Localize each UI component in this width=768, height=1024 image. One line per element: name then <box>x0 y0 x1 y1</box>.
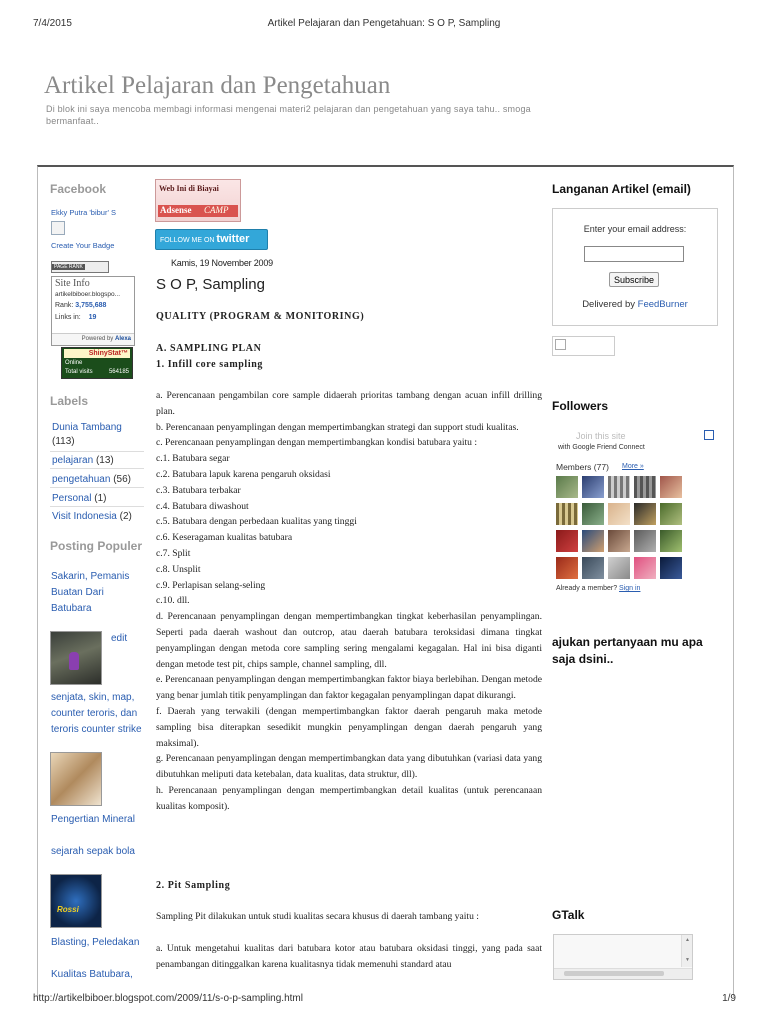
powered-by: Powered by <box>81 336 114 342</box>
already-member-text: Already a member? <box>556 585 618 592</box>
avatar[interactable] <box>634 530 656 552</box>
label-link[interactable]: Personal <box>52 493 92 504</box>
rank-label: Rank: <box>55 302 74 309</box>
label-count: (2) <box>119 511 132 522</box>
email-input[interactable] <box>584 246 684 262</box>
links-value: 19 <box>88 314 97 321</box>
paragraph: c.5. Batubara dengan perbedaan kualitas yang tinggi <box>156 516 357 528</box>
paragraph: e. Perencanaan penyamplingan dengan mempertimbangkan faktor biaya berlebihan. Dengan metode yang benar jumlah titik penyamplingan dan faktor kegagalan penyamplingan dapat dikurangi. <box>156 674 542 702</box>
quality-heading: QUALITY (PROGRAM & MONITORING) <box>156 311 365 322</box>
paragraph: a. Untuk mengetahui kualitas dari batubara kotor atau batubara oksidasi tinggi, yang pada saat penambangan ditinggalkan karena kualitasnya tidak memenuhi standard atau <box>156 943 542 970</box>
label-link[interactable]: pelajaran <box>52 455 94 466</box>
delivered-by-label: Delivered by <box>582 299 635 310</box>
label-count: (1) <box>94 493 107 504</box>
paragraph: c.9. Perlapisan selang-seling <box>156 579 266 591</box>
expand-icon[interactable] <box>704 430 714 440</box>
avatar[interactable] <box>634 503 656 525</box>
broken-image-placeholder <box>552 336 615 356</box>
paragraph: Sampling Pit dilakukan untuk studi kualitas secara khusus di daerah tambang yaitu : <box>156 911 479 922</box>
avatar[interactable] <box>582 476 604 498</box>
join-site-link[interactable]: Join this site <box>576 431 626 441</box>
avatar[interactable] <box>608 530 630 552</box>
links-label: Links in: <box>55 314 81 321</box>
subscribe-button[interactable]: Subscribe <box>609 272 659 287</box>
popular-posts-heading: Posting Populer <box>50 539 143 553</box>
label-item[interactable] <box>50 471 144 488</box>
avatar[interactable] <box>634 557 656 579</box>
label-link[interactable]: pengetahuan <box>52 474 111 485</box>
section-a-heading: A. SAMPLING PLAN <box>156 343 262 354</box>
alexa-site-info-widget[interactable] <box>51 276 135 346</box>
label-count: (56) <box>113 474 131 485</box>
gfc-caption: with Google Friend Connect <box>558 444 645 451</box>
label-link[interactable]: Visit Indonesia <box>52 511 117 522</box>
shinystat-counter[interactable] <box>61 347 133 379</box>
shinystat-brand: ShinyStat™ <box>64 349 130 358</box>
label-item[interactable] <box>50 490 144 507</box>
paragraph: c. Perencanaan penyamplingan dengan mempertimbangkan kondisi batubara yaitu : <box>156 437 478 449</box>
shinystat-total-label: Total visits <box>65 369 93 375</box>
members-count: Members (77) <box>556 462 609 472</box>
paragraph: c.7. Split <box>156 547 191 559</box>
image-icon <box>555 339 566 350</box>
avatar[interactable] <box>582 557 604 579</box>
print-url: http://artikelbiboer.blogspot.com/2009/11/s-o-p-sampling.html <box>33 993 303 1004</box>
pagerank-label: PAGE RANK <box>54 264 83 270</box>
follow-twitter-button[interactable] <box>155 229 268 250</box>
popular-post-link[interactable]: Blasting, Peledakan <box>51 937 140 948</box>
avatar[interactable] <box>556 557 578 579</box>
label-count: (113) <box>52 436 75 447</box>
paragraph: g. Perencanaan penyamplingan dengan mempertimbangkan data yang dibutuhkan (variasi data yang dibutuhkan meliputi data ketebalan, data kualitas, data struktur, dll). <box>156 753 542 781</box>
paragraph: d. Perencanaan penyamplingan dengan mempertimbangkan tingkat keberhasilan penyamplingan. Seperti pada daerah washout dan outcrop, atau daerah batubara teroksidasi dimana tingkat penyamplingan dengan metoda core sampling sering mengalami kegagalan. Hal ini bisa diganti dengan metode test pit, chips sample, channel sampling, dll. <box>156 611 542 670</box>
scrollbar-thumb[interactable] <box>564 971 664 976</box>
paragraph: c.1. Batubara segar <box>156 453 230 465</box>
blog-title[interactable]: Artikel Pelajaran dan Pengetahuan <box>44 72 391 99</box>
labels-heading: Labels <box>50 394 89 408</box>
avatar[interactable] <box>660 557 682 579</box>
avatar[interactable] <box>608 476 630 498</box>
scroll-down-icon[interactable]: ▼ <box>685 957 690 963</box>
avatar[interactable] <box>556 530 578 552</box>
more-members-link[interactable]: More » <box>622 463 644 470</box>
paragraph: b. Perencanaan penyamplingan dengan mempertimbangkan strategi dan support studi kualitas. <box>156 421 519 433</box>
popular-post-link[interactable]: Kualitas Batubara, <box>51 969 133 980</box>
avatar[interactable] <box>556 503 578 525</box>
ad-line-2: Adsense <box>160 205 192 215</box>
popular-post-link[interactable]: sejarah sepak bola <box>51 846 135 857</box>
alexa-logo: Alexa <box>114 336 131 342</box>
paragraph: c.8. Unsplit <box>156 563 201 575</box>
popular-post-link[interactable]: Pengertian Mineral <box>51 814 135 825</box>
avatar[interactable] <box>556 476 578 498</box>
create-badge-link[interactable]: Create Your Badge <box>51 241 115 250</box>
label-item[interactable] <box>50 418 144 452</box>
pit-sampling-body <box>156 941 542 974</box>
section-a1-heading: 1. Infill core sampling <box>156 359 263 370</box>
post-date: Kamis, 19 November 2009 <box>171 258 273 268</box>
feedburner-link[interactable]: FeedBurner <box>637 299 688 310</box>
paragraph: f. Daerah yang terwakili (dengan mempertimbangkan faktor daerah pengaruh maka metode sampling bisa diterapkan sesedikit mungkin penyamplingan dengan daerah pengaruh yang maksimal). <box>156 705 542 749</box>
ask-question-heading: ajukan pertanyaan mu apa saja dsini.. <box>552 635 703 666</box>
shinystat-online: Online <box>65 360 83 366</box>
paragraph: a. Perencanaan pengambilan core sample didaerah prioritas tambang dengan acuan infill drilling plan. <box>156 390 542 417</box>
email-label: Enter your email address: <box>583 224 687 234</box>
followers-avatar-grid <box>556 476 688 579</box>
post-title[interactable]: S O P, Sampling <box>156 276 265 293</box>
popular-post-thumbnail[interactable] <box>50 874 102 928</box>
scroll-up-icon[interactable]: ▲ <box>685 937 690 943</box>
ad-line-3: CAMP <box>204 205 229 215</box>
sign-in-link[interactable]: Sign in <box>619 585 641 592</box>
print-title: Artikel Pelajaran dan Pengetahuan: S O P, Sampling <box>267 18 501 29</box>
email-subscribe-form <box>552 208 718 326</box>
popular-post-thumbnail[interactable] <box>50 631 102 685</box>
site-info-domain: artikelbiboer.blogspo... <box>55 291 121 298</box>
follow-label: FOLLOW ME ON <box>160 237 215 244</box>
site-info-title: Site Info <box>55 278 90 289</box>
avatar[interactable] <box>608 503 630 525</box>
horizontal-scrollbar[interactable] <box>554 968 692 979</box>
paragraph: c.10. dll. <box>156 595 190 607</box>
avatar[interactable] <box>660 530 682 552</box>
pagerank-badge[interactable] <box>51 261 109 273</box>
paragraph: c.3. Batubara terbakar <box>156 484 241 496</box>
popular-post-link[interactable]: Sakarin, Pemanis Buatan Dari Batubara <box>51 571 130 614</box>
label-count: (13) <box>95 455 114 466</box>
thumbnail-caption: Rossi <box>57 905 79 914</box>
pit-sampling-intro <box>156 909 542 925</box>
avatar[interactable] <box>634 476 656 498</box>
print-date: 7/4/2015 <box>33 18 72 29</box>
facebook-heading: Facebook <box>50 182 107 196</box>
label-link[interactable]: Dunia Tambang <box>52 422 122 433</box>
avatar[interactable] <box>582 530 604 552</box>
section-2-heading: 2. Pit Sampling <box>156 880 231 891</box>
popular-post-link[interactable]: senjata, skin, map, counter teroris, dan teroris counter strike <box>51 692 142 735</box>
popular-post-edit-link[interactable]: edit <box>111 633 128 644</box>
subscribe-heading: Langanan Artikel (email) <box>552 182 691 196</box>
rank-value: 3,755,688 <box>75 302 107 309</box>
character-figure-icon <box>69 652 79 670</box>
label-item[interactable] <box>50 452 144 469</box>
facebook-badge-image[interactable] <box>51 221 65 235</box>
twitter-logo: twitter <box>216 233 250 245</box>
paragraph: c.6. Keseragaman kualitas batubara <box>156 532 293 544</box>
avatar[interactable] <box>608 557 630 579</box>
paragraph: c.2. Batubara lapuk karena pengaruh oksidasi <box>156 468 331 480</box>
blog-description: Di blok ini saya mencoba membagi informasi mengenai materi2 pelajaran dan pengetahuan yang saya tahu.. smoga bermanfaat.. <box>46 104 531 126</box>
print-page-number: 1/9 <box>722 993 736 1004</box>
shinystat-total-value: 564185 <box>108 369 129 375</box>
popular-post-thumbnail[interactable] <box>50 752 102 806</box>
gtalk-widget[interactable] <box>553 934 693 980</box>
avatar[interactable] <box>582 503 604 525</box>
post-body-part-a <box>156 388 542 815</box>
label-item[interactable] <box>50 508 144 524</box>
followers-heading: Followers <box>552 399 609 413</box>
paragraph: c.4. Batubara diwashout <box>156 500 249 512</box>
paragraph: h. Perencanaan penyamplingan dengan mempertimbangkan detail kualitas (untuk perencanaan kualitas komposit). <box>156 784 542 812</box>
adsense-camp-banner[interactable] <box>155 179 241 222</box>
avatar[interactable] <box>660 503 682 525</box>
ad-line-1: Web Ini di Biayai <box>159 184 219 193</box>
facebook-name-link[interactable]: Ekky Putra 'bibur' S <box>51 208 116 217</box>
avatar[interactable] <box>660 476 682 498</box>
gtalk-heading: GTalk <box>552 908 585 922</box>
